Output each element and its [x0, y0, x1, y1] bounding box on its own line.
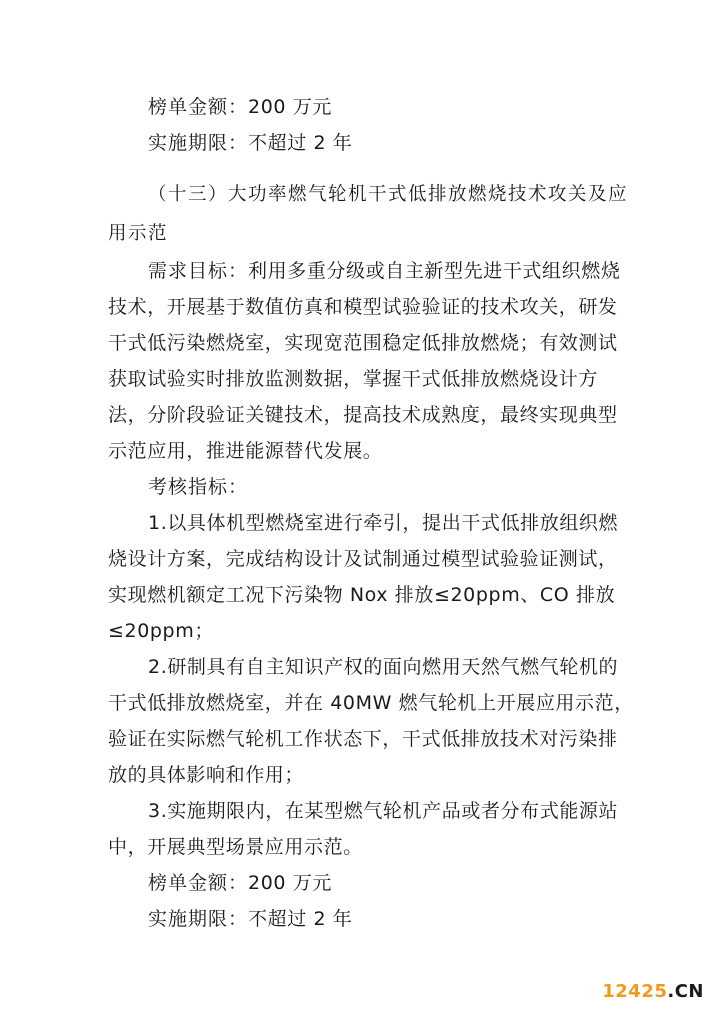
- amount-label: 榜单金额：: [148, 96, 249, 118]
- period-value: 不超过 2 年: [248, 908, 353, 930]
- period-line-top: [148, 134, 658, 153]
- site-watermark: [602, 981, 704, 1002]
- assessment-item3-line1: 3.实施期限内，在某型燃气轮机产品或者分布式能源站: [148, 800, 619, 822]
- amount-value: 200 万元: [248, 872, 332, 894]
- section-heading-line2: 用示范: [108, 223, 169, 244]
- amount-value: 200 万元: [248, 96, 332, 118]
- demand-line-6: 示范应用，推进能源替代发展。: [108, 440, 383, 462]
- period-value: 不超过 2 年: [248, 132, 353, 154]
- assessment-item3-line2: 中，开展典型场景应用示范。: [108, 836, 363, 858]
- watermark-number: 12425: [602, 981, 668, 1002]
- demand-text: 利用多重分级或自主新型先进干式组织燃烧: [248, 260, 621, 282]
- assessment-item2-line2: 干式低排放燃烧室，并在 40MW 燃气轮机上开展应用示范，: [108, 692, 634, 714]
- demand-label: 需求目标：: [148, 260, 249, 282]
- watermark-suffix: .CN: [667, 981, 704, 1002]
- amount-label: 榜单金额：: [148, 872, 249, 894]
- assessment-item2-line1: 2.研制具有自主知识产权的面向燃用天然气燃气轮机的: [148, 656, 619, 678]
- assessment-label: 考核指标：: [148, 476, 249, 498]
- demand-line-2: 技术，开展基于数值仿真和模型试验验证的技术攻关，研发: [108, 296, 618, 318]
- assessment-item1-line4: ≤20ppm；: [108, 620, 214, 642]
- assessment-item1-line1: 1.以具体机型燃烧室进行牵引，提出干式低排放组织燃: [148, 512, 619, 534]
- demand-line-1: [148, 262, 658, 281]
- assessment-item1-line2: 烧设计方案，完成结构设计及试制通过模型试验验证测试，: [108, 548, 618, 570]
- amount-line-top: [148, 98, 658, 117]
- assessment-item1-line3: 实现燃机额定工况下污染物 Nox 排放≤20ppm、CO 排放: [108, 584, 616, 606]
- assessment-item2-line4: 放的具体影响和作用；: [108, 764, 305, 786]
- demand-line-3: 干式低污染燃烧室，实现宽范围稳定低排放燃烧；有效测试: [108, 332, 618, 354]
- period-label: 实施期限：: [148, 908, 249, 930]
- assessment-item2-line3: 验证在实际燃气轮机工作状态下，干式低排放技术对污染排: [108, 728, 618, 750]
- demand-line-4: 获取试验实时排放监测数据，掌握干式低排放燃烧设计方: [108, 368, 599, 390]
- amount-line-bottom: [148, 874, 658, 893]
- demand-line-5: 法，分阶段验证关键技术，提高技术成熟度，最终实现典型: [108, 404, 618, 426]
- section-heading-line1: （十三）大功率燃气轮机干式低排放燃烧技术攻关及应: [148, 184, 629, 205]
- period-label: 实施期限：: [148, 132, 249, 154]
- period-line-bottom: [148, 910, 658, 929]
